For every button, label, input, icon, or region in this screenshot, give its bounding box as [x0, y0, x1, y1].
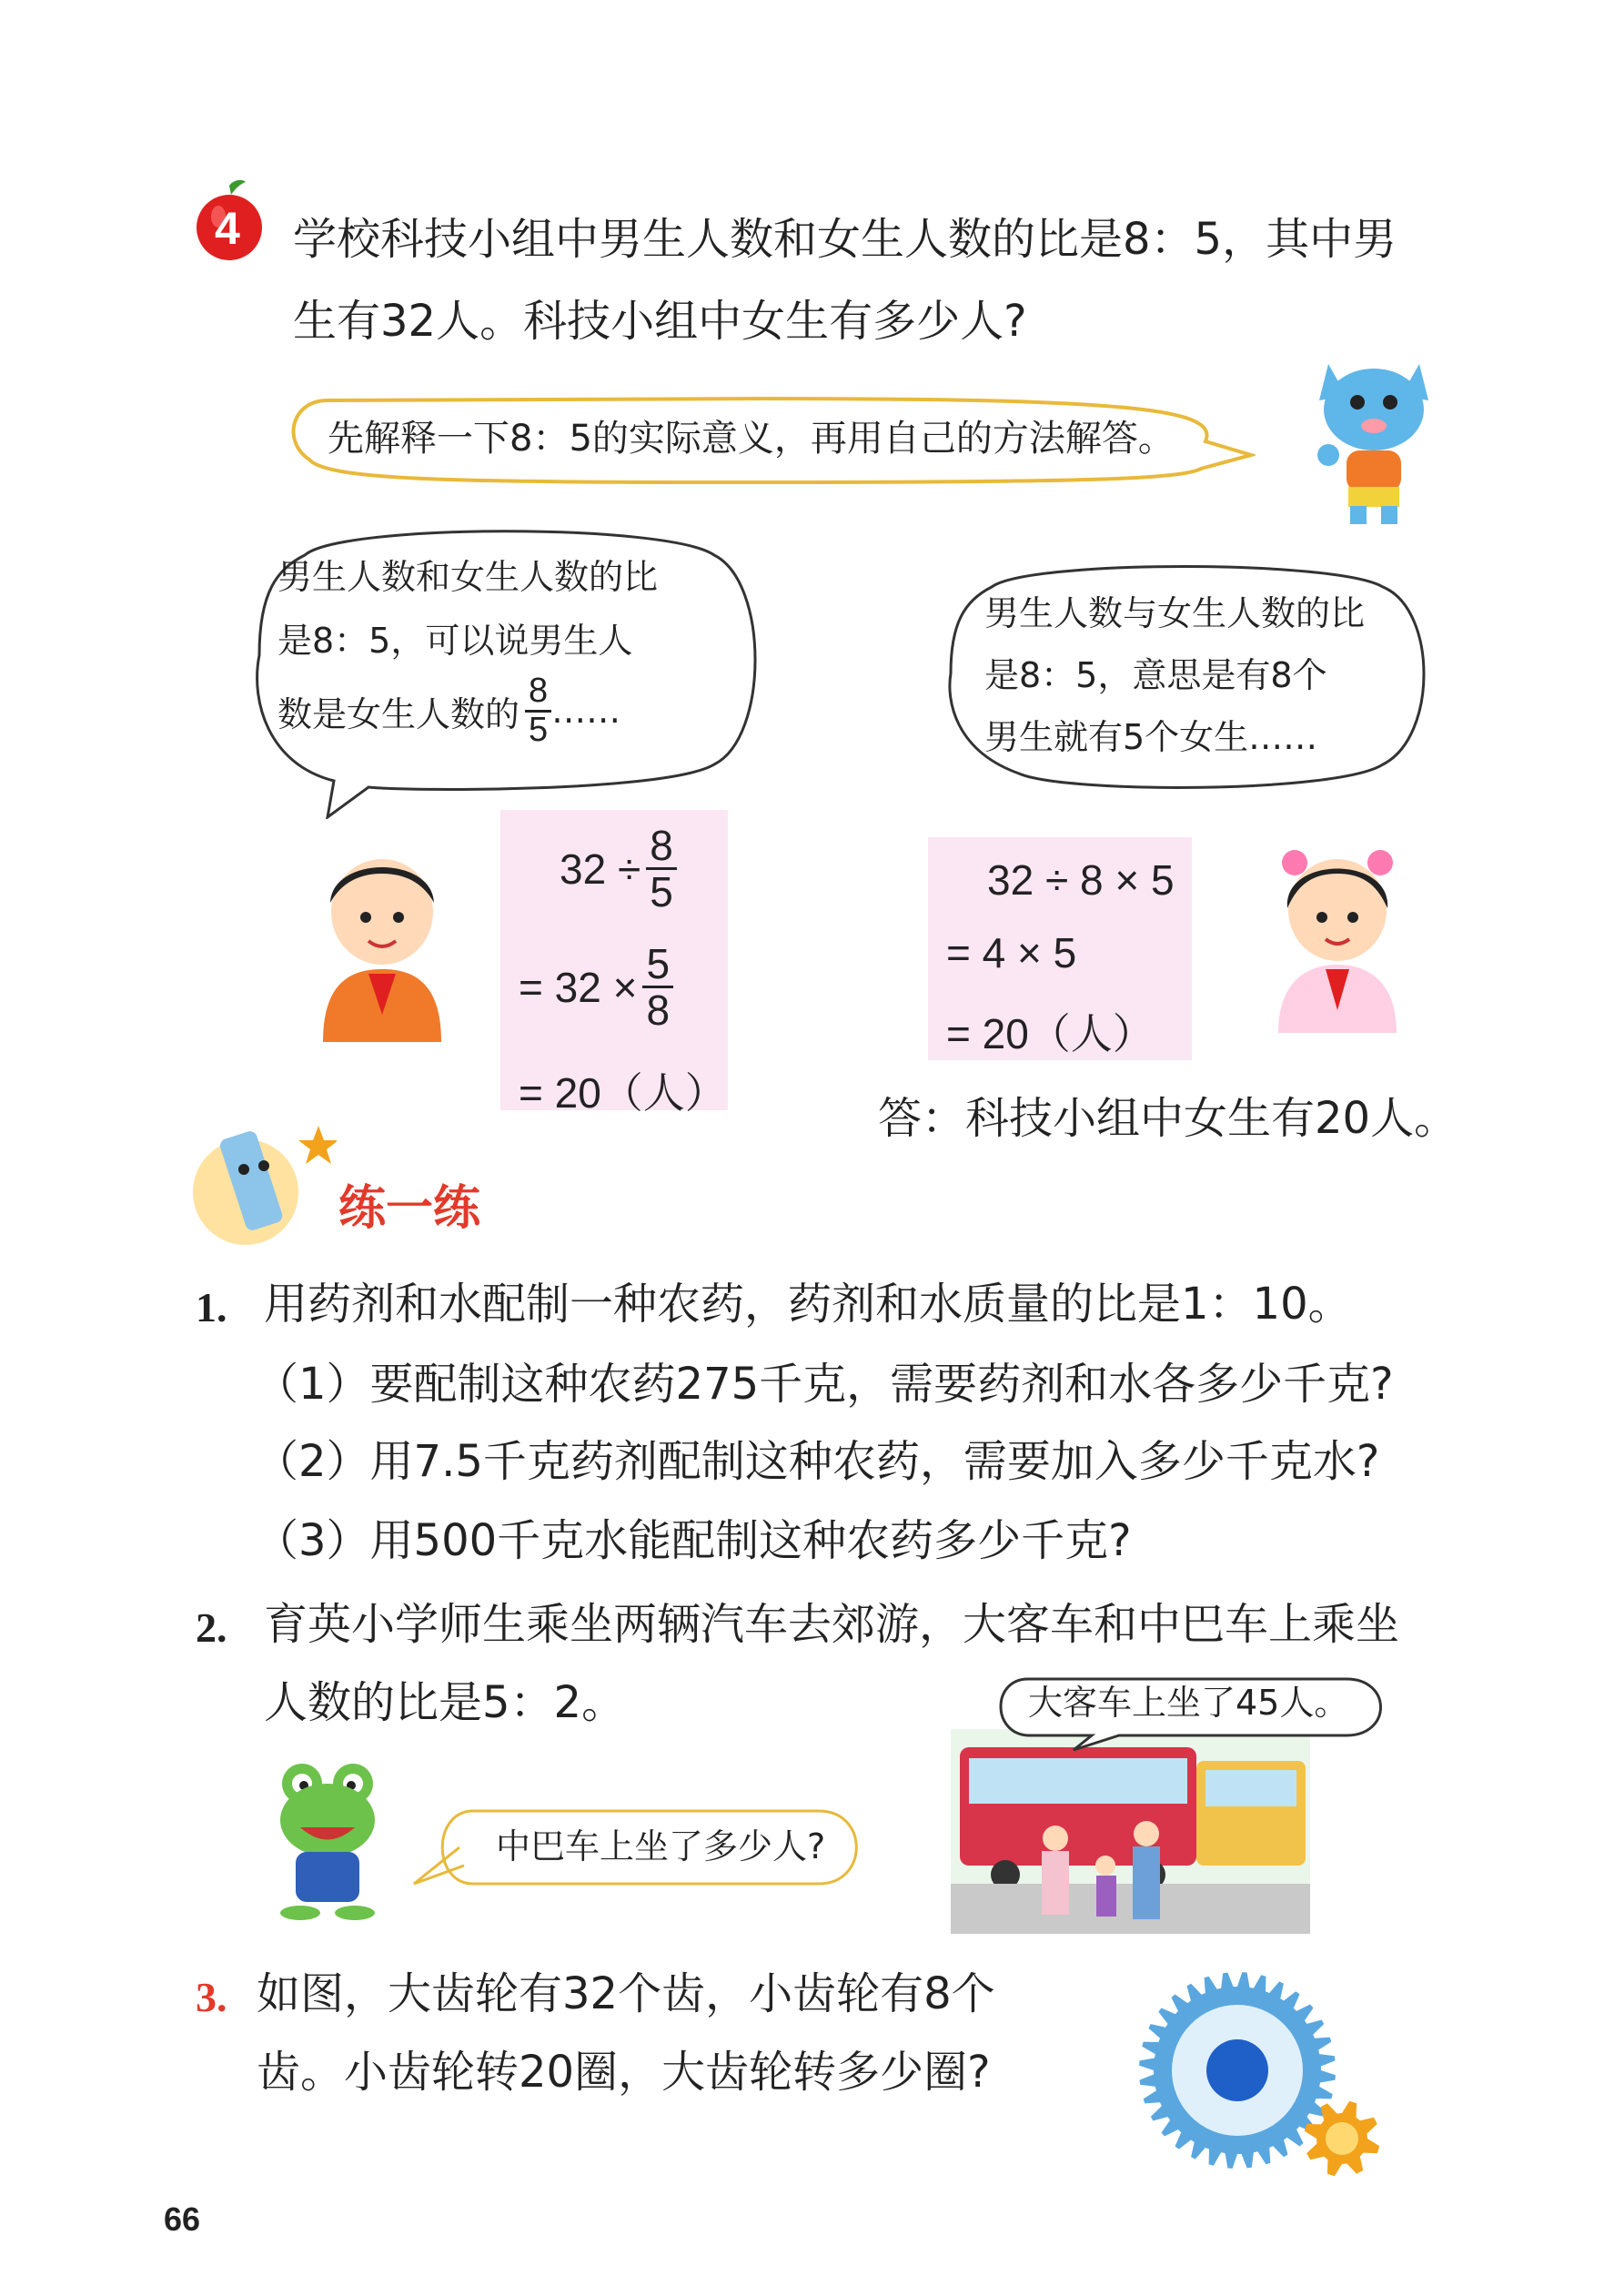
cat-mascot-icon [1310, 346, 1437, 528]
bus-scene-icon [951, 1729, 1310, 1934]
pencil-mascot-icon [191, 1115, 337, 1251]
right-thought-bubble [928, 555, 1437, 810]
right-bubble-line-2: 是8：5，意思是有8个 [984, 655, 1327, 695]
example-line-1: 学校科技小组中男生人数和女生人数的比是8：5，其中男 [293, 214, 1397, 265]
frog-bubble-text: 中巴车上坐了多少人? [496, 1826, 826, 1866]
girl-icon [1269, 837, 1406, 1033]
left-calc-line-3: = 20（人） [519, 1069, 727, 1117]
left-calc-line-2-text: = 32 × [519, 963, 638, 1011]
left-bubble-line-2: 是8：5，可以说男生人 [277, 621, 633, 661]
left-bubble-ellipsis: …… [551, 691, 621, 732]
left-bubble-line-1: 男生人数和女生人数的比 [277, 557, 659, 597]
practice-title: 练一练 [338, 1181, 481, 1236]
fraction-numerator: 5 [642, 942, 673, 988]
q2-number: 2. [196, 1604, 227, 1651]
q3-line-1: 如图，大齿轮有32个齿，小齿轮有8个 [257, 1968, 995, 2019]
boy-icon [314, 846, 450, 1042]
q3-number: 3. [196, 1974, 227, 2020]
bus-speech-bubble [983, 1670, 1401, 1752]
right-calc-line-3: = 20（人） [946, 1010, 1155, 1057]
left-bubble-fraction [525, 673, 551, 749]
big-gear-hub [1206, 2039, 1268, 2101]
left-bubble-line-3 [277, 673, 620, 749]
example-number: 4 [215, 203, 240, 254]
frog-speech-bubble [409, 1797, 883, 1897]
example-line-2: 生有32人。科技小组中女生有多少人? [293, 296, 1027, 347]
left-calc-line-1 [560, 824, 677, 915]
right-calc-line-2: = 4 × 5 [946, 929, 1077, 976]
example-answer: 答：科技小组中女生有20人。 [878, 1093, 1458, 1144]
q1-sub-2: （2）用7.5千克药剂配制这种农药，需要加入多少千克水? [255, 1436, 1380, 1487]
gears-icon [1137, 1970, 1392, 2189]
right-bubble-line-3: 男生就有5个女生…… [984, 717, 1318, 757]
apple-icon [193, 178, 266, 262]
frog-mascot-icon [273, 1756, 382, 1925]
fraction-denominator: 8 [646, 986, 671, 1035]
fraction-numerator: 8 [525, 673, 551, 713]
hint-text: 先解释一下8：5的实际意义，再用自己的方法解答。 [328, 418, 1175, 460]
left-calc-fraction-2 [642, 942, 673, 1033]
left-calc-line-2 [519, 942, 673, 1033]
fraction-denominator: 5 [529, 710, 549, 749]
left-calc-fraction-1 [646, 824, 677, 915]
q3-line-2: 齿。小齿轮转20圈，大齿轮转多少圈? [257, 2047, 991, 2098]
q1-number: 1. [196, 1284, 227, 1330]
small-gear-hub [1326, 2122, 1358, 2155]
hint-bubble [273, 391, 1256, 491]
q1-text: 用药剂和水配制一种农药，药剂和水质量的比是1：10。 [264, 1279, 1352, 1330]
q2-line-2: 人数的比是5：2。 [264, 1677, 626, 1728]
fraction-denominator: 5 [650, 868, 673, 916]
left-calc-line-1-text: 32 ÷ [560, 845, 641, 893]
q1-sub-1: （1）要配制这种农药275千克，需要药剂和水各多少千克? [255, 1359, 1394, 1410]
q2-line-1: 育英小学师生乘坐两辆汽车去郊游，大客车和中巴车上乘坐 [264, 1599, 1400, 1650]
bus-bubble-text: 大客车上坐了45人。 [1028, 1683, 1349, 1723]
left-bubble-line-3-text: 数是女生人数的 [277, 693, 520, 734]
right-bubble-line-1: 男生人数与女生人数的比 [984, 593, 1366, 633]
q1-sub-3: （3）用500千克水能配制这种农药多少千克? [255, 1515, 1132, 1566]
fraction-numerator: 8 [646, 824, 677, 870]
left-thought-bubble [232, 519, 778, 819]
right-calc-line-1: 32 ÷ 8 × 5 [987, 856, 1175, 904]
page-number: 66 [164, 2200, 201, 2238]
